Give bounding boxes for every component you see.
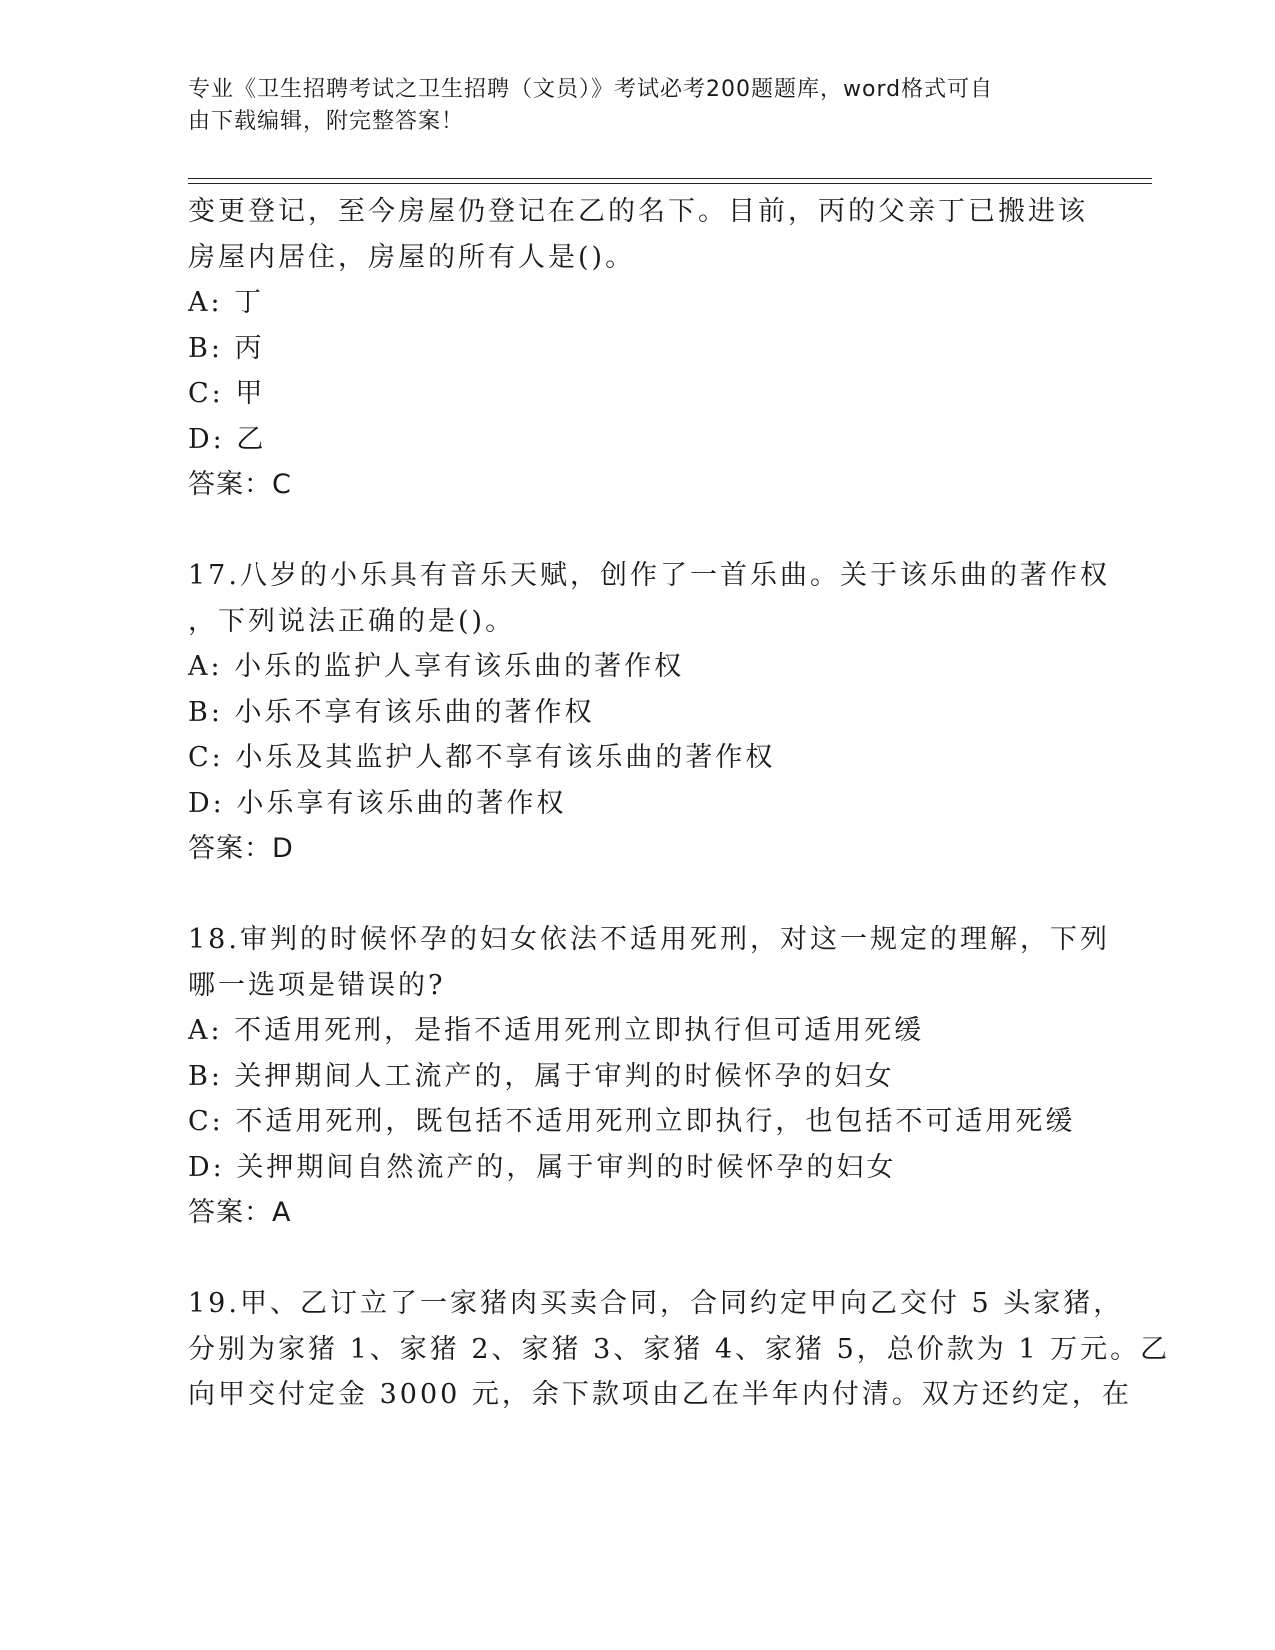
header-divider-bottom bbox=[188, 183, 1152, 184]
header-line-1: 专业《卫生招聘考试之卫生招聘（文员）》考试必考200题题库，word格式可自 bbox=[188, 77, 994, 102]
option-c: C: 不适用死刑，既包括不适用死刑立即执行，也包括不可适用死缓 bbox=[188, 1106, 1076, 1137]
question-17 bbox=[188, 553, 1110, 872]
option-d: D: 关押期间自然流产的，属于审判的时候怀孕的妇女 bbox=[188, 1151, 897, 1183]
spacer bbox=[188, 508, 1088, 554]
option-a: A: 丁 bbox=[188, 287, 265, 318]
document-body bbox=[188, 189, 1171, 1418]
spacer bbox=[188, 872, 1088, 918]
answer-line: 答案：D bbox=[188, 833, 294, 864]
question-text: 17.八岁的小乐具有音乐天赋，创作了一首乐曲。关于该乐曲的著作权 bbox=[188, 560, 1110, 591]
spacer bbox=[188, 1236, 1088, 1282]
option-c: C: 甲 bbox=[188, 378, 266, 409]
question-text: 向甲交付定金 3000 元，余下款项由乙在半年内付清。双方还约定，在 bbox=[188, 1379, 1132, 1410]
answer-line: 答案：C bbox=[188, 469, 292, 500]
question-text: 变更登记，至今房屋仍登记在乙的名下。目前，丙的父亲丁已搬进该 bbox=[188, 196, 1088, 227]
header-divider-top bbox=[188, 178, 1152, 179]
question-19 bbox=[188, 1281, 1171, 1418]
question-text: 18.审判的时候怀孕的妇女依法不适用死刑，对这一规定的理解，下列 bbox=[188, 924, 1110, 955]
question-text: 19.甲、乙订立了一家猪肉买卖合同，合同约定甲向乙交付 5 头家猪， bbox=[188, 1288, 1124, 1319]
option-a: A: 小乐的监护人享有该乐曲的著作权 bbox=[188, 651, 685, 682]
option-c: C: 小乐及其监护人都不享有该乐曲的著作权 bbox=[188, 742, 776, 773]
option-d: D: 小乐享有该乐曲的著作权 bbox=[188, 787, 567, 819]
option-d: D: 乙 bbox=[188, 423, 267, 455]
answer-line: 答案：A bbox=[188, 1197, 292, 1228]
header-line-2: 由下载编辑，附完整答案！ bbox=[188, 109, 465, 134]
option-b: B: 小乐不享有该乐曲的著作权 bbox=[188, 696, 595, 728]
question-text: ，下列说法正确的是()。 bbox=[188, 605, 516, 637]
question-text: 房屋内居住，房屋的所有人是()。 bbox=[188, 241, 636, 273]
question-text: 分别为家猪 1、家猪 2、家猪 3、家猪 4、家猪 5，总价款为 1 万元。乙 bbox=[188, 1333, 1171, 1365]
document-header bbox=[188, 74, 1068, 138]
question-18 bbox=[188, 917, 1110, 1236]
question-16 bbox=[188, 189, 1088, 508]
option-b: B: 关押期间人工流产的，属于审判的时候怀孕的妇女 bbox=[188, 1060, 895, 1092]
option-a: A: 不适用死刑，是指不适用死刑立即执行但可适用死缓 bbox=[188, 1015, 925, 1046]
option-b: B: 丙 bbox=[188, 332, 265, 364]
question-text: 哪一选项是错误的? bbox=[188, 969, 446, 1001]
